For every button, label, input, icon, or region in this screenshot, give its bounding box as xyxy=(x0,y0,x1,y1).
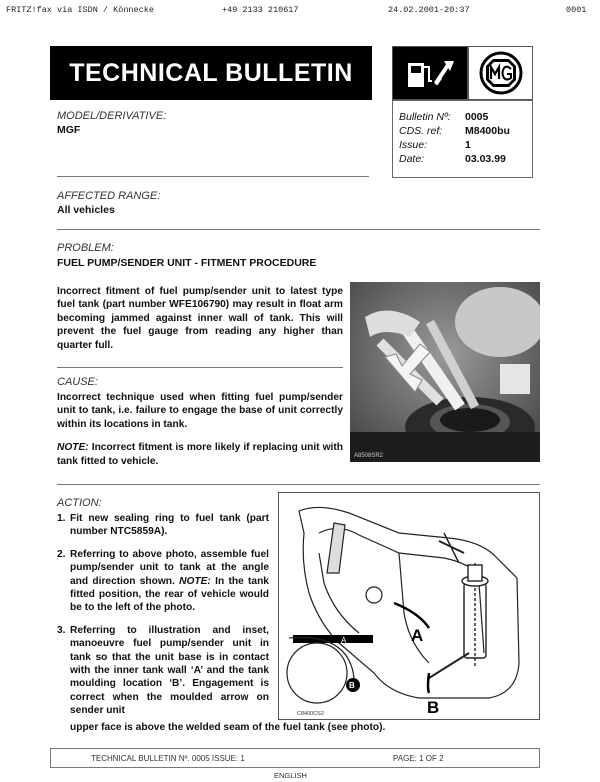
bulletin-banner xyxy=(50,46,372,100)
fuel-tank-illustration xyxy=(279,493,539,719)
note-label: NOTE: xyxy=(179,575,211,587)
fax-datetime: 24.02.2001-20:37 xyxy=(388,5,470,15)
cds-ref-value: M8400bu xyxy=(465,125,510,137)
action-continuation: upper face is above the welded seam of the fuel tank (see photo). xyxy=(70,722,386,733)
step-number: 2. xyxy=(57,548,66,560)
page-footer xyxy=(50,748,540,768)
note-label: NOTE: xyxy=(57,442,89,454)
issue-value: 1 xyxy=(465,139,471,151)
cause-paragraph: Incorrect technique used when fitting fuel pump/sender unit to tank, i.e. failure to engage the base of unit correctly within its locations in tank. xyxy=(57,392,343,430)
inset-label-a: A xyxy=(341,636,347,645)
footer-language: ENGLISH xyxy=(274,771,307,780)
note-text: Incorrect fitment is more likely if replacing unit with tank fitted to vehicle. xyxy=(57,442,343,467)
step-text: In the tank fitted position, the rear of vehicle would be to the left of the photo. xyxy=(70,575,269,614)
diagram-label-b: B xyxy=(427,698,440,717)
divider xyxy=(57,229,540,230)
divider xyxy=(57,176,369,177)
fuel-tank-photo-image xyxy=(350,282,540,462)
cds-ref-label: CDS. ref: xyxy=(399,125,443,137)
action-step xyxy=(57,548,269,615)
mg-octagon-logo-icon xyxy=(479,51,523,95)
fax-page: 0001 xyxy=(566,5,587,15)
diagram-label-a: A xyxy=(411,626,424,645)
model-value: MGF xyxy=(57,124,81,136)
bulletin-info-box xyxy=(392,100,533,178)
action-step xyxy=(57,624,269,718)
fuel-pump-icon-box xyxy=(392,46,468,100)
cause-text xyxy=(57,391,343,468)
diagram-code: C8400CS2 xyxy=(297,711,324,717)
footer-bulletin-ref: TECHNICAL BULLETIN Nº. 0005 ISSUE: 1 xyxy=(91,754,245,763)
date-value: 03.03.99 xyxy=(465,153,506,165)
step-text: Referring to above photo, assemble fuel pump/sender unit to tank at the angle and direction shown. xyxy=(70,548,269,587)
step-number: 3. xyxy=(57,624,66,636)
bulletin-no-label: Bulletin Nº: xyxy=(399,111,451,123)
problem-text xyxy=(57,285,343,352)
mg-logo-box xyxy=(468,46,533,100)
step-text: Fit new sealing ring to fuel tank (part number NTC5859A). xyxy=(70,513,269,538)
divider xyxy=(57,367,343,368)
affected-range-value: All vehicles xyxy=(57,204,115,216)
affected-range-label: AFFECTED RANGE: xyxy=(57,190,161,202)
step-number: 1. xyxy=(57,513,66,524)
date-label: Date: xyxy=(399,153,425,165)
action-step xyxy=(57,512,269,539)
problem-title: FUEL PUMP/SENDER UNIT - FITMENT PROCEDURE xyxy=(57,257,317,269)
photo-code: A8508SR2 xyxy=(354,453,384,459)
fuel-pump-icon xyxy=(400,53,460,93)
fuel-tank-photo xyxy=(350,282,540,462)
footer-page-number: PAGE: 1 OF 2 xyxy=(393,754,444,763)
action-label: ACTION: xyxy=(57,497,102,509)
inset-label-b: B xyxy=(349,681,355,690)
action-steps xyxy=(57,512,269,727)
step-text: Referring to illustration and inset, manoeuvre fuel pump/sender unit in tank so that the unit base is in contact with the inner tank wall ‘A’ and the tank moulding location ‘B’. Engagement is correct when the moulded arrow on sender unit xyxy=(70,624,269,717)
cause-note xyxy=(57,441,343,468)
model-label: MODEL/DERIVATIVE: xyxy=(57,110,167,122)
issue-label: Issue: xyxy=(399,139,428,151)
fuel-tank-diagram xyxy=(278,492,540,720)
bulletin-title: TECHNICAL BULLETIN xyxy=(69,58,353,87)
problem-paragraph: Incorrect fitment of fuel pump/sender unit to latest type fuel tank (part number WFE106790) may result in float arm becoming jammed against inner wall of tank. This will prevent the fuel gauge from reading any higher than quarter full. xyxy=(57,286,343,351)
fax-sender: FRITZ!fax via ISDN / Könnecke xyxy=(6,5,154,15)
divider xyxy=(57,484,540,485)
cause-label: CAUSE: xyxy=(57,376,98,388)
fax-phone: +49 2133 210617 xyxy=(222,5,299,15)
problem-label: PROBLEM: xyxy=(57,242,114,254)
bulletin-no-value: 0005 xyxy=(465,111,489,123)
